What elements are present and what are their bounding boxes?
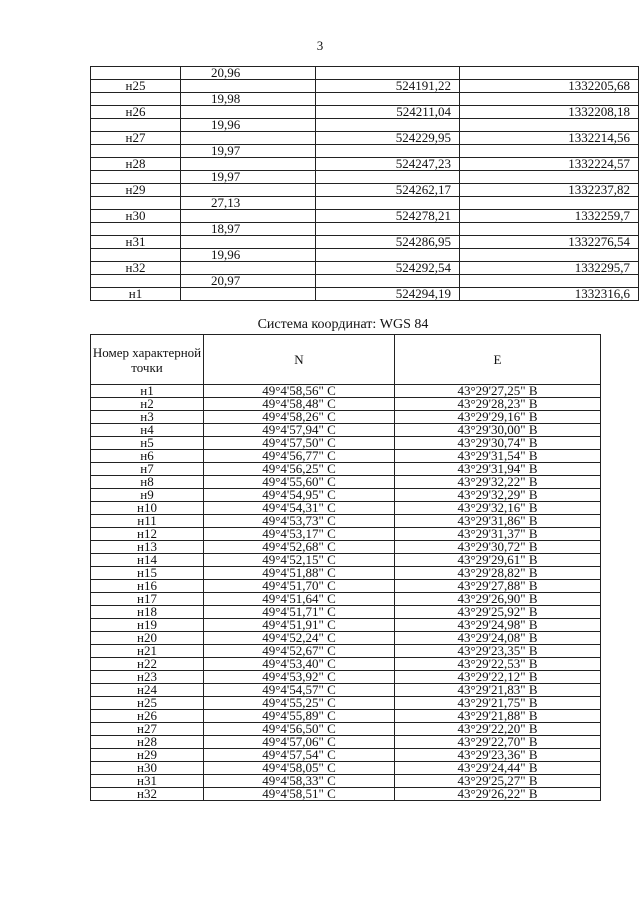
table-row — [91, 106, 639, 119]
empty-cell — [181, 158, 316, 171]
point-cell: н23 — [91, 671, 204, 684]
longitude-cell: 43°29'28,82" В — [395, 567, 601, 580]
longitude-cell: 43°29'27,25" В — [395, 385, 601, 398]
longitude-cell: 43°29'32,29" В — [395, 489, 601, 502]
distance-cell: 18,97 — [181, 223, 316, 236]
latitude-cell: 49°4'57,50" С — [204, 437, 395, 450]
latitude-cell: 49°4'51,71" С — [204, 606, 395, 619]
empty-cell — [181, 80, 316, 93]
longitude-cell: 43°29'31,94" В — [395, 463, 601, 476]
point-cell: н28 — [91, 158, 181, 171]
point-cell: н30 — [91, 210, 181, 223]
distance-cell: 19,98 — [181, 93, 316, 106]
table-row — [91, 80, 639, 93]
longitude-cell: 43°29'27,88" В — [395, 580, 601, 593]
point-cell: н29 — [91, 184, 181, 197]
latitude-cell: 49°4'58,48" С — [204, 398, 395, 411]
y-coordinate-cell: 1332205,68 — [460, 80, 639, 93]
point-cell: н25 — [91, 80, 181, 93]
latitude-cell: 49°4'52,15" С — [204, 554, 395, 567]
point-cell: н22 — [91, 658, 204, 671]
point-cell: н5 — [91, 437, 204, 450]
longitude-cell: 43°29'29,16" В — [395, 411, 601, 424]
point-cell: н8 — [91, 476, 204, 489]
latitude-cell: 49°4'52,67" С — [204, 645, 395, 658]
distance-cell: 20,96 — [181, 67, 316, 80]
longitude-cell: 43°29'26,22" В — [395, 788, 601, 801]
y-coordinate-cell: 1332214,56 — [460, 132, 639, 145]
x-coordinate-cell: 524294,19 — [316, 288, 460, 301]
latitude-cell: 49°4'51,91" С — [204, 619, 395, 632]
header-n: N — [204, 335, 395, 385]
x-coordinate-cell: 524247,23 — [316, 158, 460, 171]
longitude-cell: 43°29'32,22" В — [395, 476, 601, 489]
coordinates-table-msk — [90, 66, 639, 301]
empty-cell — [181, 106, 316, 119]
longitude-cell: 43°29'29,61" В — [395, 554, 601, 567]
point-cell: н15 — [91, 567, 204, 580]
x-coordinate-cell: 524278,21 — [316, 210, 460, 223]
table-row — [91, 184, 639, 197]
longitude-cell: 43°29'22,70" В — [395, 736, 601, 749]
point-cell: н7 — [91, 463, 204, 476]
latitude-cell: 49°4'56,50" С — [204, 723, 395, 736]
point-cell: н9 — [91, 489, 204, 502]
latitude-cell: 49°4'57,94" С — [204, 424, 395, 437]
distance-row — [91, 93, 639, 106]
longitude-cell: 43°29'26,90" В — [395, 593, 601, 606]
point-cell: н26 — [91, 710, 204, 723]
distance-cell: 19,97 — [181, 145, 316, 158]
point-cell: н10 — [91, 502, 204, 515]
y-coordinate-cell: 1332295,7 — [460, 262, 639, 275]
distance-row — [91, 275, 639, 288]
point-cell: н25 — [91, 697, 204, 710]
x-coordinate-cell: 524191,22 — [316, 80, 460, 93]
longitude-cell: 43°29'30,74" В — [395, 437, 601, 450]
longitude-cell: 43°29'32,16" В — [395, 502, 601, 515]
longitude-cell: 43°29'22,12" В — [395, 671, 601, 684]
y-coordinate-cell: 1332259,7 — [460, 210, 639, 223]
page-number: 3 — [316, 38, 324, 53]
empty-cell — [181, 262, 316, 275]
longitude-cell: 43°29'30,00" В — [395, 424, 601, 437]
point-cell: н1 — [91, 385, 204, 398]
longitude-cell: 43°29'24,08" В — [395, 632, 601, 645]
latitude-cell: 49°4'56,25" С — [204, 463, 395, 476]
y-coordinate-cell: 1332237,82 — [460, 184, 639, 197]
point-cell: н1 — [91, 288, 181, 301]
header-point-number: Номер характерной точки — [91, 335, 204, 385]
longitude-cell: 43°29'31,54" В — [395, 450, 601, 463]
longitude-cell: 43°29'22,53" В — [395, 658, 601, 671]
y-coordinate-cell: 1332316,6 — [460, 288, 639, 301]
latitude-cell: 49°4'52,24" С — [204, 632, 395, 645]
distance-cell: 19,96 — [181, 119, 316, 132]
latitude-cell: 49°4'55,25" С — [204, 697, 395, 710]
coordinate-system-caption: Система координат: WGS 84 — [257, 317, 429, 332]
table-row — [91, 288, 639, 301]
point-cell: н6 — [91, 450, 204, 463]
coordinates-table-wgs84-body — [91, 385, 601, 801]
table-row — [91, 158, 639, 171]
empty-cell — [181, 288, 316, 301]
latitude-cell: 49°4'56,77" С — [204, 450, 395, 463]
longitude-cell: 43°29'24,44" В — [395, 762, 601, 775]
longitude-cell: 43°29'21,83" В — [395, 684, 601, 697]
longitude-cell: 43°29'23,35" В — [395, 645, 601, 658]
x-coordinate-cell: 524286,95 — [316, 236, 460, 249]
latitude-cell: 49°4'53,92" С — [204, 671, 395, 684]
longitude-cell: 43°29'31,86" В — [395, 515, 601, 528]
point-cell: н11 — [91, 515, 204, 528]
distance-row — [91, 67, 639, 80]
distance-row — [91, 171, 639, 184]
latitude-cell: 49°4'54,31" С — [204, 502, 395, 515]
latitude-cell: 49°4'55,60" С — [204, 476, 395, 489]
point-cell: н30 — [91, 762, 204, 775]
empty-cell — [181, 184, 316, 197]
point-cell: н32 — [91, 262, 181, 275]
latitude-cell: 49°4'57,06" С — [204, 736, 395, 749]
latitude-cell: 49°4'53,73" С — [204, 515, 395, 528]
empty-cell — [181, 210, 316, 223]
distance-cell: 20,97 — [181, 275, 316, 288]
table-row — [91, 210, 639, 223]
distance-row — [91, 119, 639, 132]
latitude-cell: 49°4'58,26" С — [204, 411, 395, 424]
latitude-cell: 49°4'52,68" С — [204, 541, 395, 554]
latitude-cell: 49°4'58,33" С — [204, 775, 395, 788]
distance-row — [91, 145, 639, 158]
point-cell: н18 — [91, 606, 204, 619]
point-cell: н4 — [91, 424, 204, 437]
point-cell: н24 — [91, 684, 204, 697]
table-row — [91, 236, 639, 249]
latitude-cell: 49°4'55,89" С — [204, 710, 395, 723]
table-row — [91, 132, 639, 145]
point-cell: н20 — [91, 632, 204, 645]
latitude-cell: 49°4'53,40" С — [204, 658, 395, 671]
latitude-cell: 49°4'58,51" С — [204, 788, 395, 801]
latitude-cell: 49°4'51,64" С — [204, 593, 395, 606]
latitude-cell: 49°4'54,57" С — [204, 684, 395, 697]
latitude-cell: 49°4'54,95" С — [204, 489, 395, 502]
point-cell: н28 — [91, 736, 204, 749]
longitude-cell: 43°29'22,20" В — [395, 723, 601, 736]
y-coordinate-cell: 1332276,54 — [460, 236, 639, 249]
point-cell: н2 — [91, 398, 204, 411]
point-cell: н17 — [91, 593, 204, 606]
empty-cell — [181, 132, 316, 145]
latitude-cell: 49°4'58,56" С — [204, 385, 395, 398]
point-cell: н31 — [91, 236, 181, 249]
point-cell: н13 — [91, 541, 204, 554]
x-coordinate-cell: 524292,54 — [316, 262, 460, 275]
point-cell: н26 — [91, 106, 181, 119]
x-coordinate-cell: 524211,04 — [316, 106, 460, 119]
longitude-cell: 43°29'21,88" В — [395, 710, 601, 723]
header-row — [91, 335, 601, 385]
longitude-cell: 43°29'25,27" В — [395, 775, 601, 788]
x-coordinate-cell: 524262,17 — [316, 184, 460, 197]
latitude-cell: 49°4'51,70" С — [204, 580, 395, 593]
x-coordinate-cell: 524229,95 — [316, 132, 460, 145]
distance-row — [91, 223, 639, 236]
longitude-cell: 43°29'23,36" В — [395, 749, 601, 762]
y-coordinate-cell: 1332224,57 — [460, 158, 639, 171]
latitude-cell: 49°4'58,05" С — [204, 762, 395, 775]
coordinates-table-wgs84 — [90, 334, 601, 801]
point-cell: н19 — [91, 619, 204, 632]
point-cell: н31 — [91, 775, 204, 788]
y-coordinate-cell: 1332208,18 — [460, 106, 639, 119]
distance-row — [91, 249, 639, 262]
point-cell: н27 — [91, 132, 181, 145]
longitude-cell: 43°29'24,98" В — [395, 619, 601, 632]
latitude-cell: 49°4'53,17" С — [204, 528, 395, 541]
point-cell: н21 — [91, 645, 204, 658]
distance-cell: 27,13 — [181, 197, 316, 210]
distance-cell: 19,96 — [181, 249, 316, 262]
point-cell: н12 — [91, 528, 204, 541]
longitude-cell: 43°29'28,23" В — [395, 398, 601, 411]
point-cell: н27 — [91, 723, 204, 736]
table-row — [91, 262, 639, 275]
point-cell: н16 — [91, 580, 204, 593]
latitude-cell: 49°4'51,88" С — [204, 567, 395, 580]
empty-cell — [181, 236, 316, 249]
longitude-cell: 43°29'31,37" В — [395, 528, 601, 541]
coordinates-table-msk-body — [91, 67, 639, 301]
distance-row — [91, 197, 639, 210]
longitude-cell: 43°29'30,72" В — [395, 541, 601, 554]
latitude-cell: 49°4'57,54" С — [204, 749, 395, 762]
table-row — [91, 788, 601, 801]
distance-cell: 19,97 — [181, 171, 316, 184]
point-cell: н3 — [91, 411, 204, 424]
header-e: E — [395, 335, 601, 385]
longitude-cell: 43°29'25,92" В — [395, 606, 601, 619]
point-cell: н14 — [91, 554, 204, 567]
longitude-cell: 43°29'21,75" В — [395, 697, 601, 710]
point-cell: н29 — [91, 749, 204, 762]
point-cell: н32 — [91, 788, 204, 801]
